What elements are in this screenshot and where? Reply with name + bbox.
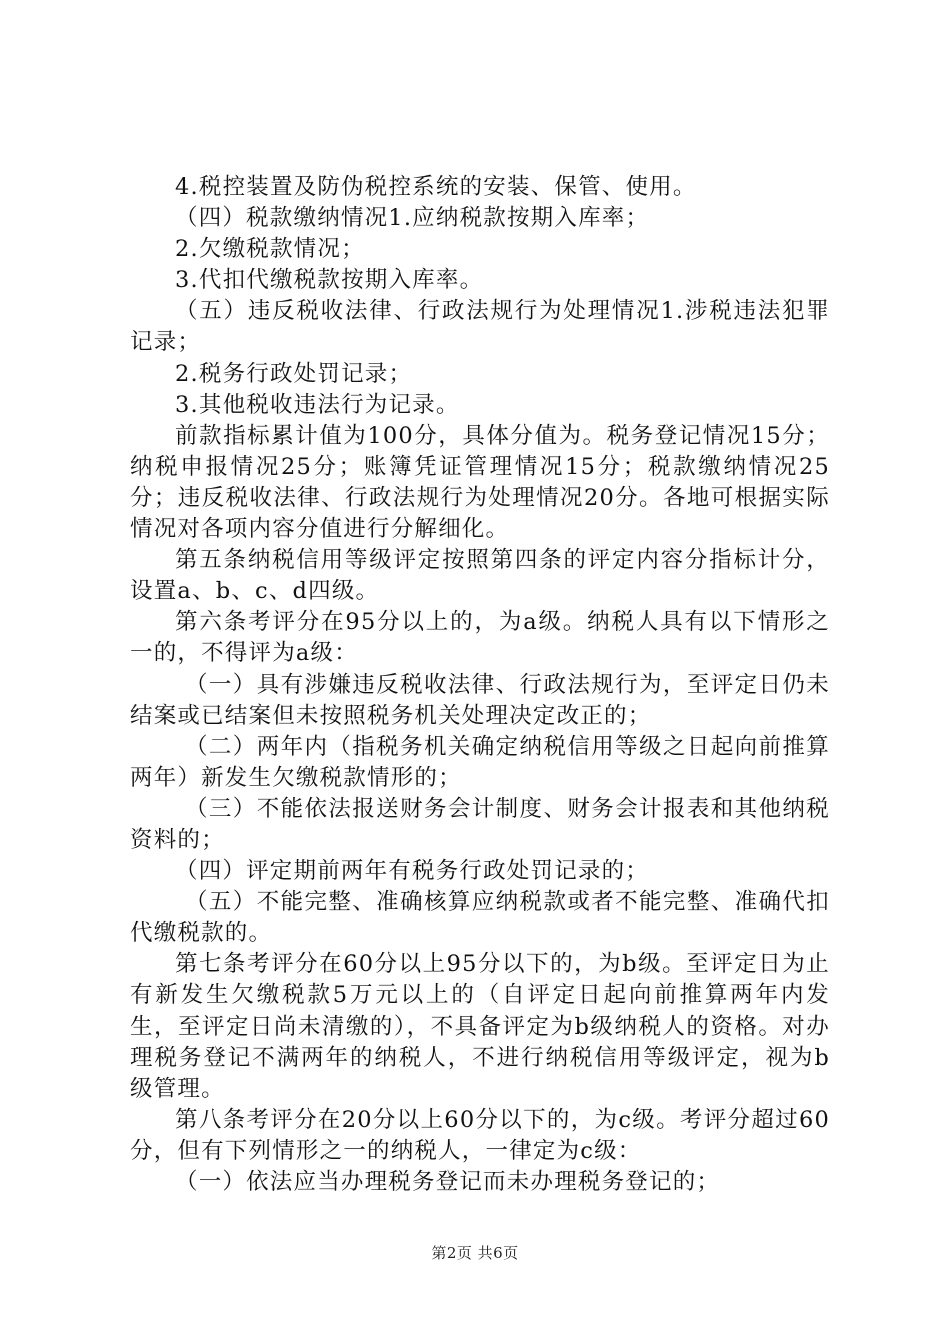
paragraph: 第五条纳税信用等级评定按照第四条的评定内容分指标计分，设置a、b、c、d四级。	[130, 547, 830, 605]
paragraph: 第七条考评分在60分以上95分以下的，为b级。至评定日为止有新发生欠缴税款5万元以上的（自评定日起向前推算两年内发生，至评定日尚未清缴的），不具备评定为b级纳税人的资格。对办理税务登记不满两年的纳税人，不进行纳税信用等级评定，视为b级管理。	[130, 951, 830, 1102]
paragraph: 3.代扣代缴税款按期入库率。	[175, 267, 484, 294]
paragraph: 3.其他税收违法行为记录。	[175, 391, 460, 418]
paragraph: 第八条考评分在20分以上60分以下的，为c级。考评分超过60分，但有下列情形之一的纳税人，一律定为c级：	[130, 1106, 830, 1164]
paragraph: （五）不能完整、准确核算应纳税款或者不能完整、准确代扣代缴税款的。	[130, 889, 830, 947]
page-number-footer: 第2页 共6页	[431, 1244, 519, 1262]
paragraph: 2.税务行政处罚记录；	[175, 360, 413, 387]
paragraph: 前款指标累计值为100分，具体分值为。税务登记情况15分；纳税申报情况25分；账簿凭证管理情况15分；税款缴纳情况25分；违反税收法律、行政法规行为处理情况20分。各地可根据实际情况对各项内容分值进行分解细化。	[130, 422, 830, 543]
document-body	[130, 172, 830, 1198]
paragraph: 4.税控装置及防伪税控系统的安装、保管、使用。	[175, 174, 697, 200]
paragraph: （四）评定期前两年有税务行政处罚记录的；	[175, 858, 650, 885]
paragraph: 2.欠缴税款情况；	[175, 236, 365, 263]
paragraph: （三）不能依法报送财务会计制度、财务会计报表和其他纳税资料的；	[130, 795, 830, 853]
paragraph: （一）具有涉嫌违反税收法律、行政法规行为，至评定日仍未结案或已结案但未按照税务机关处理决定改正的；	[130, 671, 830, 729]
paragraph: （四）税款缴纳情况1.应纳税款按期入库率；	[175, 205, 650, 232]
paragraph: （五）违反税收法律、行政法规行为处理情况1.涉税违法犯罪记录；	[130, 298, 830, 356]
paragraph: （二）两年内（指税务机关确定纳税信用等级之日起向前推算两年）新发生欠缴税款情形的；	[130, 733, 830, 791]
paragraph: （一）依法应当办理税务登记而未办理税务登记的；	[175, 1169, 721, 1195]
paragraph: 第六条考评分在95分以上的，为a级。纳税人具有以下情形之一的，不得评为a级：	[130, 609, 830, 667]
